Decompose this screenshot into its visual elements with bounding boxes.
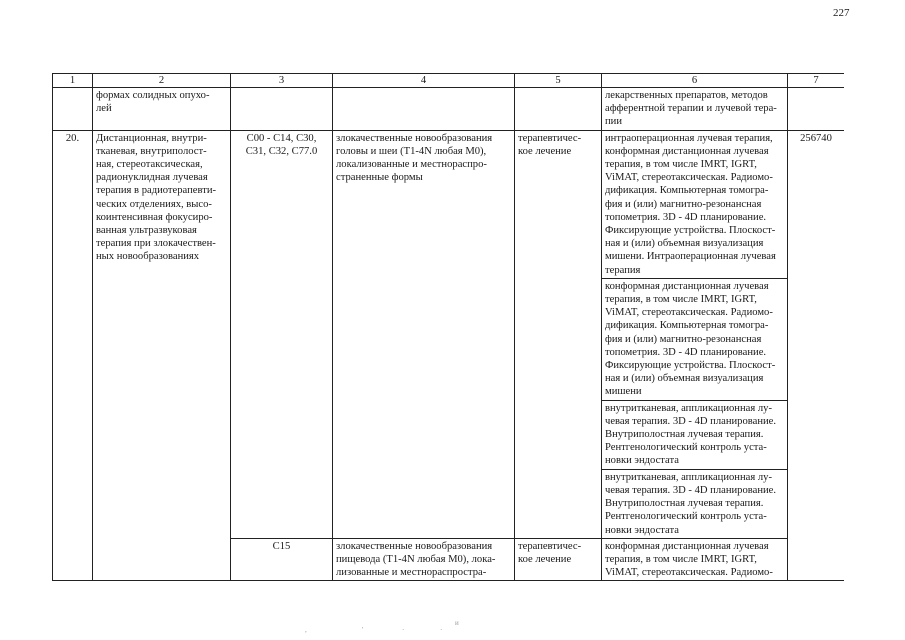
cont-cell-methods: лекарственных препаратов, методов афферентной терапии и лучевой тера- пии	[602, 88, 788, 131]
cont-cell-7	[788, 88, 845, 131]
icd-codes: C00 - C14, C30, C31, C32, C77.0	[231, 130, 333, 538]
treatment-type: терапевтичес- кое лечение	[515, 130, 602, 538]
price: 256740	[788, 130, 845, 581]
treatment-type: терапевтичес- кое лечение	[515, 538, 602, 581]
treatment-method: внутритканевая, аппликационная лу- чевая терапия. 3D - 4D планирование. Внутриполостная лучевая терапия. Рентгенологический контроль уста- новки эндостата	[602, 469, 788, 538]
table-row	[53, 130, 845, 278]
icd-codes: C15	[231, 538, 333, 581]
treatment-method: конформная дистанционная лучевая терапия, в том числе IMRT, IGRT, ViMAT, стереотаксическая. Радиомо- дификация. Компьютерная томогра- фия и (или) магнитно-резонансная топометрия. 3D - 4D планирование. Фиксирующие устройства. Плоскост- ная и (или) объемная визуализация мишени	[602, 278, 788, 400]
medical-services-table	[52, 73, 844, 581]
column-header-3: 3	[231, 74, 333, 88]
treatment-method: внутритканевая, аппликационная лу- чевая терапия. 3D - 4D планирование. Внутриполостная лучевая терапия. Рентгенологический контроль уста- новки эндостата	[602, 400, 788, 469]
footer-fragment: ·	[402, 626, 405, 634]
column-header-6: 6	[602, 74, 788, 88]
column-header-1: 1	[53, 74, 93, 88]
service-name: Дистанционная, внутри- тканевая, внутриполост- ная, стереотаксическая, радионуклидная лучевая терапия в радиотерапевти- ческих отделениях, высо- коинтенсивная фокусиро- ванная ультразвуковая терапия при злокачествен- ных новообразованиях	[93, 130, 231, 581]
column-header-4: 4	[333, 74, 515, 88]
column-header-7: 7	[788, 74, 845, 88]
page-number: 227	[833, 7, 850, 19]
footer-fragment: ·	[440, 626, 443, 634]
continuation-row	[53, 88, 845, 131]
treatment-method: интраоперационная лучевая терапия, конформная дистанционная лучевая терапия, в том числе IMRT, IGRT, ViMAT, стереотаксическая. Радиомо- дификация. Компьютерная томогра- фия и (или) магнитно-резонансная топометрия. 3D - 4D планирование. Фиксирующие устройства. Плоскост- ная и (или) объемная визуализация мишени. Интраоперационная лучевая терапия	[602, 130, 788, 278]
column-number-row	[53, 74, 845, 88]
footer-fragment: '	[362, 626, 364, 634]
column-header-5: 5	[515, 74, 602, 88]
column-header-2: 2	[93, 74, 231, 88]
footer-fragment: и	[455, 619, 459, 627]
cont-cell-5	[515, 88, 602, 131]
cont-cell-name: формах солидных опухо- лей	[93, 88, 231, 131]
cont-cell-3	[231, 88, 333, 131]
row-number: 20.	[53, 130, 93, 581]
patient-model: злокачественные новообразования головы и шеи (Т1-4N любая M0), локализованные и местнораспро- страненные формы	[333, 130, 515, 538]
cont-cell-1	[53, 88, 93, 131]
treatment-method: конформная дистанционная лучевая терапия, в том числе IMRT, IGRT, ViMAT, стереотаксическая. Радиомо-	[602, 538, 788, 581]
patient-model: злокачественные новообразования пищевода (Т1-4N любая M0), лока- лизованные и местнораспростра-	[333, 538, 515, 581]
cont-cell-4	[333, 88, 515, 131]
footer-fragment: ,	[305, 626, 307, 634]
medical-services-table-wrapper	[52, 73, 844, 591]
